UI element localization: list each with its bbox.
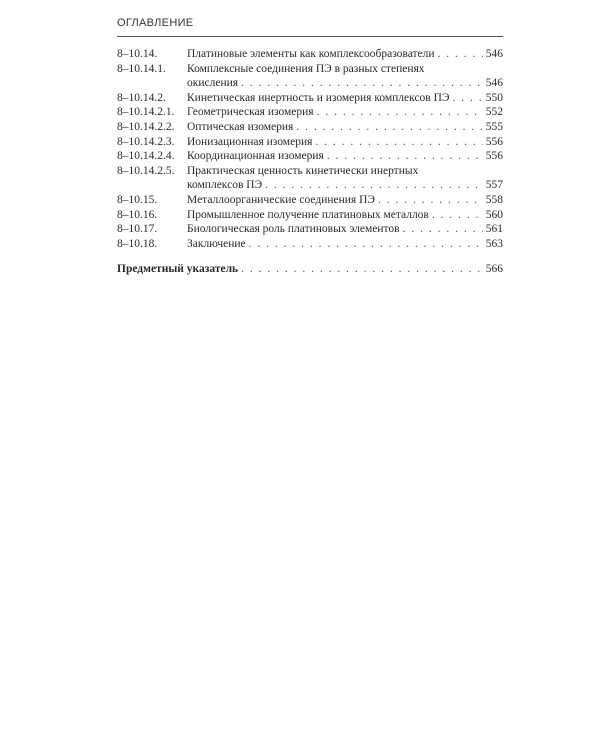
toc-entry-number: 8–10.16. [117,208,158,221]
toc-entry-subject-index[interactable] [117,262,503,277]
toc-entry[interactable] [117,62,503,91]
toc-entry-title-continued: окисления [187,77,239,90]
running-header [117,14,503,37]
toc-entry-title: Оптическая изомерия [187,120,294,133]
toc-entry-number: 8–10.14.2.3. [117,135,175,148]
toc-entry[interactable] [117,208,503,223]
leader-dots [249,237,483,252]
toc-entry[interactable] [117,237,503,252]
toc-entry[interactable] [117,222,503,237]
toc-entry[interactable] [117,47,503,62]
toc-entry-title-continued: комплексов ПЭ [187,179,263,192]
toc-entry[interactable] [117,164,503,193]
toc-entry-page: 552 [485,106,503,119]
toc-entry[interactable] [117,120,503,135]
toc-entry-number: 8–10.14.2.4. [117,150,175,163]
leader-dots [403,222,483,237]
toc-entry-number: 8–10.14.1. [117,62,166,75]
toc-entry-title: Платиновые элементы как комплексообразователи [187,48,435,60]
toc-entry-title: Заключение [187,237,246,250]
toc-entry-page: 560 [485,208,503,221]
toc-entry-title: Ионизационная изомерия [187,135,313,148]
toc-entry[interactable] [117,193,503,208]
toc-entry-number: 8–10.14.2. [117,91,166,104]
leader-dots [317,105,483,120]
toc-entry-page: 561 [485,223,503,236]
toc-entry-title: Координационная изомерия [187,150,324,163]
toc-entry[interactable] [117,149,503,164]
toc-entry-page: 563 [485,237,503,250]
toc-entry-page: 556 [485,135,503,148]
leader-dots [265,178,483,193]
leader-dots [378,193,483,208]
toc-entry-page: 556 [485,150,503,163]
leader-dots [241,76,483,91]
toc-entry-title: Промышленное получение платиновых металлов [187,208,429,221]
toc-entry-page: 550 [485,91,503,104]
toc-entry-page: 558 [485,193,503,206]
toc-entry-title: Биологическая роль платиновых элементов [187,223,400,236]
toc-entry-title: Металлоорганические соединения ПЭ [187,193,375,206]
toc-entry[interactable] [117,91,503,106]
toc-entry-number: 8–10.14. [117,48,158,60]
toc-entry-title: Кинетическая инертность и изомерия комплексов ПЭ [187,91,450,104]
toc-entry-number: 8–10.18. [117,237,158,250]
leader-dots [432,208,483,223]
subject-index-page: 566 [485,263,503,276]
toc-entry[interactable] [117,135,503,150]
toc-entry-number: 8–10.17. [117,223,158,236]
leader-dots [315,135,483,150]
leader-dots [453,91,483,106]
toc-entry-number: 8–10.14.2.1. [117,106,175,119]
toc-entry-number: 8–10.14.2.5. [117,164,175,177]
leader-dots [438,47,483,62]
subject-index-title: Предметный указатель [117,263,239,276]
header-title: ОГЛАВЛЕНИЕ [117,17,194,29]
toc-entry-title: Геометрическая изомерия [187,106,314,119]
toc-entry[interactable] [117,105,503,120]
toc-entry-page: 546 [485,77,503,90]
leader-dots [327,149,483,164]
toc-entry-title: Комплексные соединения ПЭ в разных степенях [187,62,425,75]
toc-entry-page: 557 [485,179,503,192]
toc-entry-number: 8–10.15. [117,193,158,206]
table-of-contents [117,47,503,277]
leader-dots [296,120,483,135]
toc-entry-number: 8–10.14.2.2. [117,120,175,133]
leader-dots [241,262,483,277]
toc-entry-page: 546 [485,48,503,60]
toc-entry-title: Практическая ценность кинетически инертных [187,164,419,177]
toc-entry-page: 555 [485,120,503,133]
